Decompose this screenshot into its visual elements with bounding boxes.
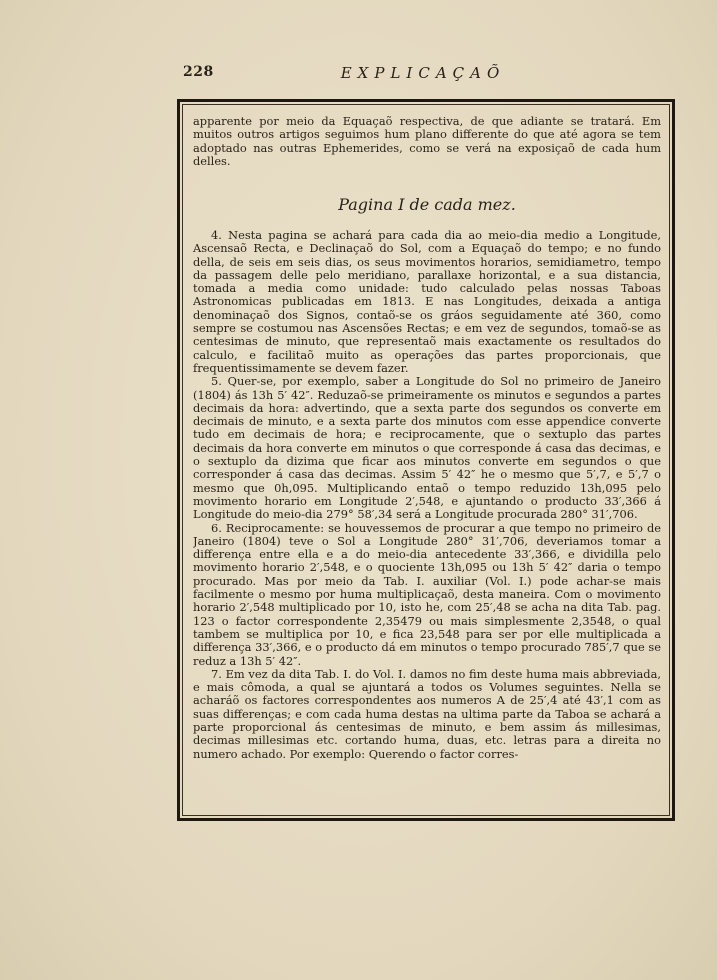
paragraph-number: 7. bbox=[211, 666, 222, 681]
paragraph-5 bbox=[193, 375, 661, 521]
paragraph-number: 4. bbox=[211, 228, 222, 242]
paragraph-number: 5. bbox=[211, 374, 222, 389]
page-header bbox=[183, 64, 663, 88]
paragraph-7 bbox=[193, 668, 661, 761]
paragraph-text: Reciprocamente: se houvessemos de procurar a que tempo no primeiro de Janeiro (1804) teve o Sol a Longitude 280° 31′,706, deveriamos tomar a differença entre ella e a do meio-dia antecedente 33′,366, e dividilla pelo movimento horario 2′,548, e o quociente 13h,095 ou 13h 5′ 42″ daria o tempo procurado. Mas por meio da Tab. I. auxiliar (Vol. I.) pode achar-se mais facilmente o mesmo por huma multiplicaçaõ, desta maneira. Com o movimento horario 2′,548 multiplicado por 10, isto he, com 25′,48 se acha na dita Tab. pag. 123 o factor correspondente 2,35479 ou mais simplesmente 2,3548, o qual tambem se multiplica por 10, e fica 23,548 para ser por elle multiplicada a differença 33′,366, e o producto dá em minutos o tempo procurado 785′,7 que se reduz a 13h 5′ 42″. bbox=[193, 520, 661, 668]
running-title: EXPLICAÇAÕ bbox=[340, 64, 506, 82]
paragraph-number: 6. bbox=[211, 520, 222, 535]
page-number: 228 bbox=[183, 64, 214, 80]
paragraph-4 bbox=[193, 229, 661, 375]
paragraph-text: Quer-se, por exemplo, saber a Longitude do Sol no primeiro de Janeiro (1804) ás 13h 5′ 42″. Reduzaõ-se primeiramente os minutos e segundos a partes decimais da hora: advertindo, que a sexta parte dos segundos os converte em decimais de minuto, e a sexta parte dos minutos com esse appendice converte tudo em decimais de hora; e reciprocamente, que o sextuplo das partes decimais da hora converte em minutos o que corresponde á casa das decimas, e o sextuplo da dizima que ficar aos minutos converte em segundos o que corresponder á casa das decimas. Assim 5′ 42″ he o mesmo que 5′,7, e 5′,7 o mesmo que 0h,095. Multiplicando entaõ o tempo reduzido 13h,095 pelo movimento horario em Longitude 2′,548, e ajuntando o producto 33′,366 á Longitude do meio-dia 279° 58′,34 será a Longitude procurada 280° 31′,706. bbox=[193, 374, 661, 522]
paragraph-text: Nesta pagina se achará para cada dia ao meio-dia medio a Longitude, Ascensaõ Recta, e Declinaçaõ do Sol, com a Equaçaõ do tempo; e no fundo della, de seis em seis dias, os seus movimentos horarios, semidiametro, tempo da passagem delle pelo meridiano, parallaxe horizontal, e a sua distancia, tomada a media como unidade: tudo calculado pelas nossas Taboas Astronomicas publicadas em 1813. E nas Longitudes, deixada a antiga denominaçaõ dos Signos, contaõ-se os gráos seguidamente até 360, como sempre se costumou nas Ascensões Rectas; e em vez de segundos, tomaõ-se as centesimas de minuto, que representaõ mais exactamente os resultados do calculo, e facilitaõ muito as operações das partes proporcionais, que frequentissimamente se devem fazer. bbox=[193, 228, 661, 375]
paragraph-text: Em vez da dita Tab. I. do Vol. I. damos no fim deste huma mais abbreviada, e mais cômoda, a qual se ajuntará a todos os Volumes seguintes. Nella se acharáõ os factores correspondentes aos numeros A de 25′,4 até 43′,1 com as suas differenças; e com cada huma destas na ultima parte da Taboa se achará a parte proporcional ás centesimas de minuto, e bem assim ás millesimas, decimas millesimas etc. cortando huma, duas, etc. letras para a direita no numero achado. Por exemplo: Querendo o factor corres- bbox=[193, 666, 661, 761]
text-block bbox=[193, 115, 661, 815]
intro-paragraph: apparente por meio da Equaçaõ respectiva, de que adiante se tratará. Em muitos outros artigos seguimos hum plano differente do que até agora se tem adoptado nas outras Ephemerides, como se verá na exposiçaõ de cada hum delles. bbox=[193, 115, 661, 168]
section-heading: Pagina I de cada mez. bbox=[338, 195, 516, 214]
paragraph-6 bbox=[193, 522, 661, 668]
